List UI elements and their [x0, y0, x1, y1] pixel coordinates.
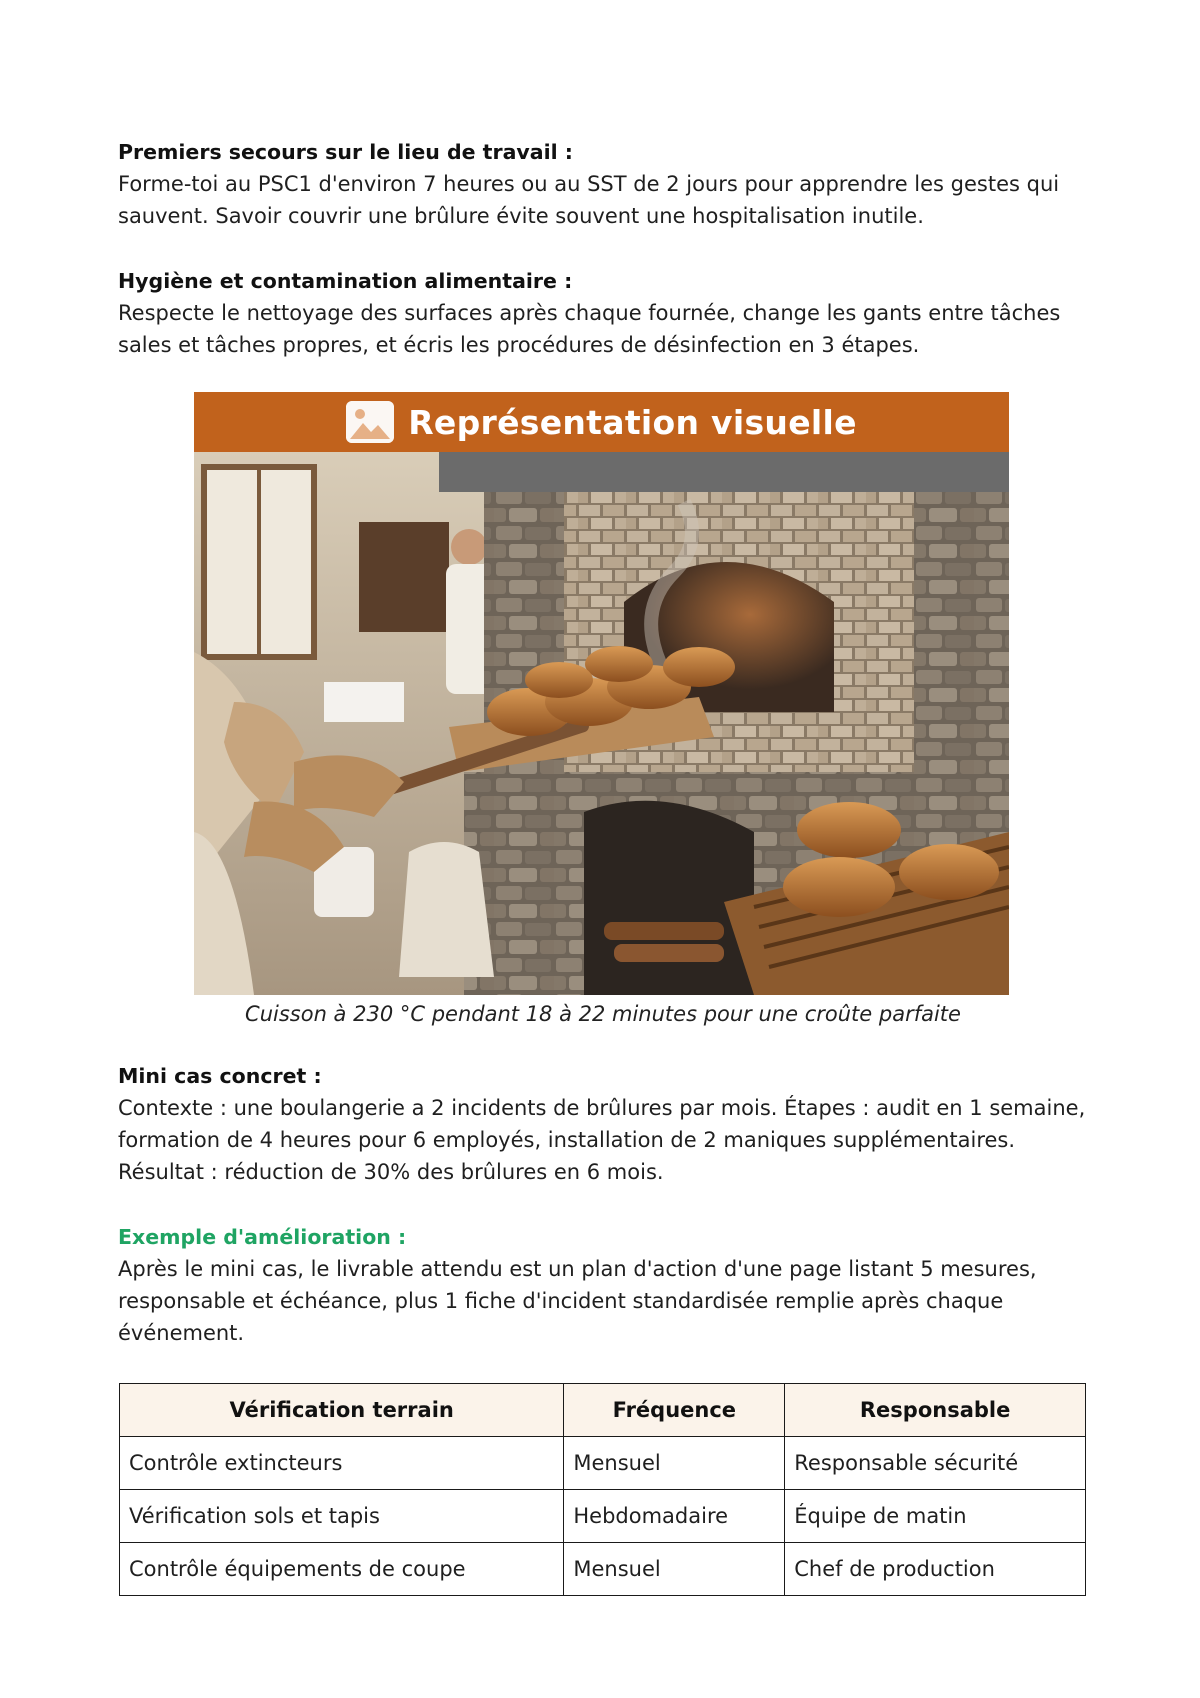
section-heading: Mini cas concret : [118, 1064, 322, 1088]
section-heading: Premiers secours sur le lieu de travail : [118, 140, 574, 164]
section-paragraph: Après le mini cas, le livrable attendu est un plan d'action d'une page listant 5 mesures, responsable et échéance, plus 1 fiche d'incident standardisée remplie après chaque événement. [118, 1257, 1037, 1345]
table-cell: Responsable sécurité [785, 1437, 1086, 1490]
section-heading: Hygiène et contamination alimentaire : [118, 269, 573, 293]
table-cell: Contrôle extincteurs [120, 1437, 564, 1490]
section-paragraph: Contexte : une boulangerie a 2 incidents de brûlures par mois. Étapes : audit en 1 semaine, formation de 4 heures pour 6 employés, installation de 2 maniques supplémentaires. Résultat : réduction de 30% des brûlures en 6 mois. [118, 1096, 1086, 1184]
table-cell: Chef de production [785, 1543, 1086, 1596]
visual-figure [194, 392, 1009, 995]
table-cell: Mensuel [564, 1543, 785, 1596]
table-row [120, 1543, 1086, 1596]
section-paragraph: Forme-toi au PSC1 d'environ 7 heures ou au SST de 2 jours pour apprendre les gestes qui sauvent. Savoir couvrir une brûlure évite souvent une hospitalisation inutile. [118, 172, 1060, 228]
figure-banner [194, 392, 1009, 452]
column-header: Responsable [785, 1384, 1086, 1437]
verification-table [119, 1383, 1086, 1596]
figure-banner-title: Représentation visuelle [408, 402, 857, 442]
table-cell: Contrôle équipements de coupe [120, 1543, 564, 1596]
table-cell: Vérification sols et tapis [120, 1490, 564, 1543]
table-cell: Équipe de matin [785, 1490, 1086, 1543]
section-heading: Exemple d'amélioration : [118, 1225, 407, 1249]
table-cell: Hebdomadaire [564, 1490, 785, 1543]
section-mini-case [118, 1060, 1098, 1188]
column-header: Vérification terrain [120, 1384, 564, 1437]
table-row [120, 1490, 1086, 1543]
image-icon [346, 401, 394, 443]
section-first-aid [118, 136, 1098, 232]
table-row [120, 1437, 1086, 1490]
column-header: Fréquence [564, 1384, 785, 1437]
table-header-row [120, 1384, 1086, 1437]
bakery-oven-photo [194, 452, 1009, 995]
section-paragraph: Respecte le nettoyage des surfaces après chaque fournée, change les gants entre tâches sales et tâches propres, et écris les procédures de désinfection en 3 étapes. [118, 301, 1061, 357]
figure-caption: Cuisson à 230 °C pendant 18 à 22 minutes pour une croûte parfaite [245, 1002, 961, 1026]
section-example [118, 1221, 1098, 1349]
table-cell: Mensuel [564, 1437, 785, 1490]
section-hygiene [118, 265, 1098, 361]
